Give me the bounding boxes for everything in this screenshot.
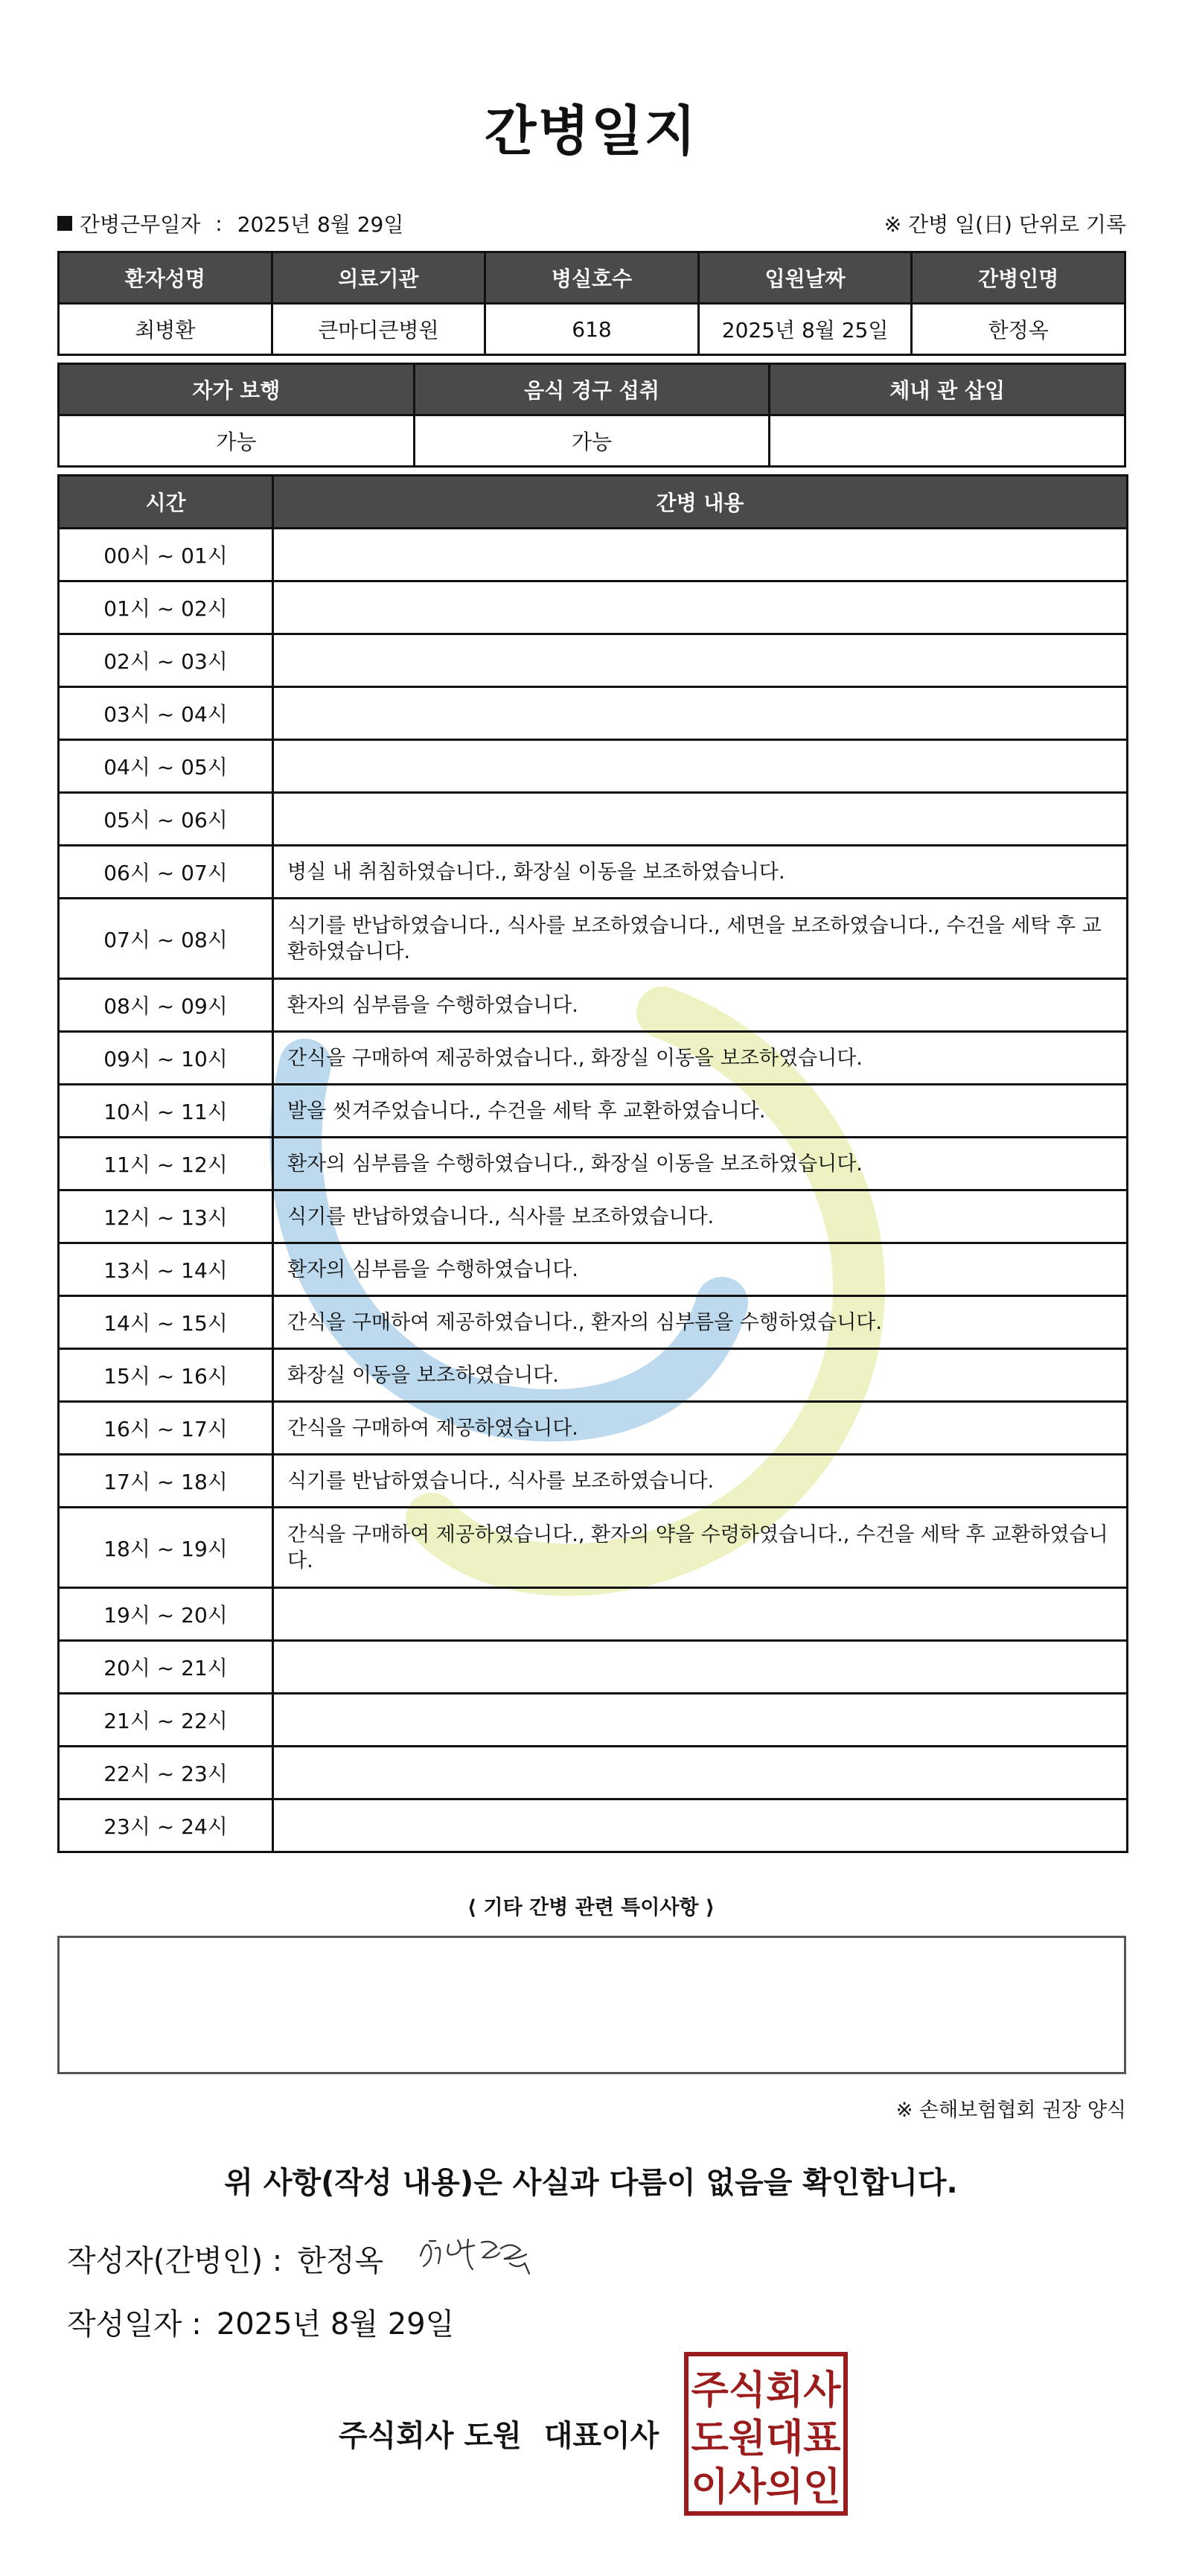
care-log-row: [59, 1641, 1128, 1694]
care-log-content: 식기를 반납하였습니다., 식사를 보조하였습니다., 세면을 보조하였습니다., 수건을 세탁 후 교환하였습니다.: [273, 899, 1128, 979]
patient-info-header-row: [59, 252, 1125, 304]
header-oral-intake: 음식 경구 섭취: [414, 364, 770, 415]
care-log-time: 19시 ~ 20시: [59, 1588, 273, 1641]
care-log-time: 20시 ~ 21시: [59, 1641, 273, 1694]
care-log-time: 16시 ~ 17시: [59, 1402, 273, 1455]
care-log-content: 간식을 구매하여 제공하였습니다.: [273, 1402, 1128, 1455]
insurance-form-note: ※ 손해보험협회 권장 양식: [895, 2099, 1126, 2122]
care-log-time: 09시 ~ 10시: [59, 1032, 273, 1085]
care-log-content: 환자의 심부름을 수행하였습니다.: [273, 1243, 1128, 1296]
care-log-row: [59, 979, 1128, 1032]
handwritten-signature: [413, 2226, 543, 2286]
care-log-content: 발을 씻겨주었습니다., 수건을 세탁 후 교환하였습니다.: [273, 1085, 1128, 1138]
hospital: 큰마디큰병원: [272, 304, 485, 355]
care-log-content: [273, 634, 1128, 687]
tube-insertion: [770, 415, 1125, 467]
care-log-content: 간식을 구매하여 제공하였습니다., 환자의 약을 수령하였습니다., 수건을 세탁 후 교환하였습니다.: [273, 1508, 1128, 1588]
care-log-time: 12시 ~ 13시: [59, 1190, 273, 1243]
patient-status-table: [57, 363, 1126, 468]
care-log-time: 22시 ~ 23시: [59, 1747, 273, 1799]
care-log-row: [59, 1190, 1128, 1243]
care-log-row: [59, 1455, 1128, 1508]
caregiver-name: 한정옥: [912, 304, 1125, 355]
care-log-content: 간식을 구매하여 제공하였습니다., 화장실 이동을 보조하였습니다.: [273, 1032, 1128, 1085]
writer-line: [67, 2237, 383, 2280]
care-log-content: [273, 581, 1128, 634]
care-log-time: 08시 ~ 09시: [59, 979, 273, 1032]
care-log-content: [273, 1747, 1128, 1799]
care-log-time: 06시 ~ 07시: [59, 846, 273, 899]
seal-line-3: 이사의인: [691, 2465, 841, 2510]
company-representative-title: 대표이사: [543, 2419, 659, 2453]
care-log-content: [273, 687, 1128, 740]
work-date-label: 간병근무일자: [80, 212, 201, 237]
writer-name: 한정옥: [297, 2244, 384, 2278]
care-log-row: [59, 740, 1128, 793]
care-log-row: [59, 634, 1128, 687]
header-care-content: 간병 내용: [273, 476, 1128, 529]
care-log-content: 화장실 이동을 보조하였습니다.: [273, 1349, 1128, 1402]
care-log-time: 13시 ~ 14시: [59, 1243, 273, 1296]
care-log-time: 21시 ~ 22시: [59, 1694, 273, 1747]
seal-line-2: 도원대표: [691, 2417, 841, 2461]
self-walking: 가능: [59, 415, 415, 467]
admission-date: 2025년 8월 25일: [698, 304, 912, 355]
care-log-time: 04시 ~ 05시: [59, 740, 273, 793]
care-log-time: 14시 ~ 15시: [59, 1296, 273, 1349]
bullet-square-icon: [57, 216, 72, 231]
care-log-time: 00시 ~ 01시: [59, 529, 273, 581]
page-title: 간병일지: [484, 100, 698, 162]
care-log-row: [59, 1694, 1128, 1747]
care-log-time: 15시 ~ 16시: [59, 1349, 273, 1402]
care-log-row: [59, 1243, 1128, 1296]
care-log-row: [59, 1138, 1128, 1190]
work-date: [57, 208, 403, 238]
meta-row: [57, 208, 1126, 238]
patient-info-value-row: [59, 304, 1125, 355]
care-log-time: 17시 ~ 18시: [59, 1455, 273, 1508]
care-log-time: 01시 ~ 02시: [59, 581, 273, 634]
written-date-value: 2025년 8월 29일: [216, 2307, 455, 2341]
header-room-number: 병실호수: [485, 252, 699, 304]
company-name: 주식회사 도원: [339, 2419, 522, 2453]
care-log-content: 병실 내 취침하였습니다., 화장실 이동을 보조하였습니다.: [273, 846, 1128, 899]
care-log-row: [59, 793, 1128, 846]
seal-line-1: 주식회사: [691, 2368, 841, 2413]
care-log-time: 05시 ~ 06시: [59, 793, 273, 846]
care-log-time: 02시 ~ 03시: [59, 634, 273, 687]
header-patient-name: 환자성명: [59, 252, 272, 304]
patient-status-header-row: [59, 364, 1125, 415]
care-log-row: [59, 1032, 1128, 1085]
care-log-content: 식기를 반납하였습니다., 식사를 보조하였습니다.: [273, 1455, 1128, 1508]
care-log-time: 18시 ~ 19시: [59, 1508, 273, 1588]
care-log-content: [273, 740, 1128, 793]
care-log-row: [59, 581, 1128, 634]
care-log-time: 10시 ~ 11시: [59, 1085, 273, 1138]
care-log-table: [57, 474, 1128, 1853]
work-date-separator: :: [215, 211, 223, 236]
header-tube-insertion: 체내 관 삽입: [770, 364, 1125, 415]
care-log-row: [59, 1799, 1128, 1852]
care-log-row: [59, 846, 1128, 899]
care-log-content: [273, 1694, 1128, 1747]
work-date-value: 2025년 8월 29일: [237, 212, 404, 237]
care-log-content: 환자의 심부름을 수행하였습니다.: [273, 979, 1128, 1032]
header-caregiver-name: 간병인명: [912, 252, 1125, 304]
care-log-content: 환자의 심부름을 수행하였습니다., 화장실 이동을 보조하였습니다.: [273, 1138, 1128, 1190]
care-log-content: 간식을 구매하여 제공하였습니다., 환자의 심부름을 수행하였습니다.: [273, 1296, 1128, 1349]
care-log-row: [59, 1085, 1128, 1138]
record-unit-note: ※ 간병 일(日) 단위로 기록: [884, 212, 1126, 237]
written-date-line: [67, 2301, 454, 2343]
care-log-header-row: [59, 476, 1128, 529]
company-seal-stamp: [683, 2351, 849, 2516]
writer-label: 작성자(간병인) :: [67, 2244, 283, 2278]
oral-intake: 가능: [414, 415, 770, 467]
care-log-row: [59, 1349, 1128, 1402]
care-log-row: [59, 1508, 1128, 1588]
room-number: 618: [485, 304, 699, 355]
care-log-row: [59, 1747, 1128, 1799]
care-log-content: 식기를 반납하였습니다., 식사를 보조하였습니다.: [273, 1190, 1128, 1243]
care-log-time: 07시 ~ 08시: [59, 899, 273, 979]
company-line: [339, 2412, 659, 2455]
care-log-content: [273, 793, 1128, 846]
care-log-body: [59, 529, 1128, 1852]
care-log-content: [273, 529, 1128, 581]
care-log-row: [59, 529, 1128, 581]
care-log-row: [59, 899, 1128, 979]
care-log-content: [273, 1799, 1128, 1852]
care-log-content: [273, 1588, 1128, 1641]
written-date-label: 작성일자 :: [67, 2307, 202, 2341]
care-log-row: [59, 1402, 1128, 1455]
header-time: 시간: [59, 476, 273, 529]
patient-info-table: [57, 251, 1126, 356]
care-log-row: [59, 687, 1128, 740]
special-notes-title: ⟨ 기타 간병 관련 특이사항 ⟩: [467, 1896, 715, 1919]
patient-name: 최병환: [59, 304, 272, 355]
care-log-content: [273, 1641, 1128, 1694]
confirmation-statement: 위 사항(작성 내용)은 사실과 다름이 없음을 확인합니다.: [224, 2166, 958, 2200]
care-log-time: 23시 ~ 24시: [59, 1799, 273, 1852]
care-log-time: 11시 ~ 12시: [59, 1138, 273, 1190]
care-log-row: [59, 1588, 1128, 1641]
special-notes-box: [57, 1936, 1126, 2074]
header-hospital: 의료기관: [272, 252, 485, 304]
care-log-row: [59, 1296, 1128, 1349]
header-self-walking: 자가 보행: [59, 364, 415, 415]
header-admission-date: 입원날짜: [698, 252, 912, 304]
patient-status-value-row: [59, 415, 1125, 467]
care-log-time: 03시 ~ 04시: [59, 687, 273, 740]
